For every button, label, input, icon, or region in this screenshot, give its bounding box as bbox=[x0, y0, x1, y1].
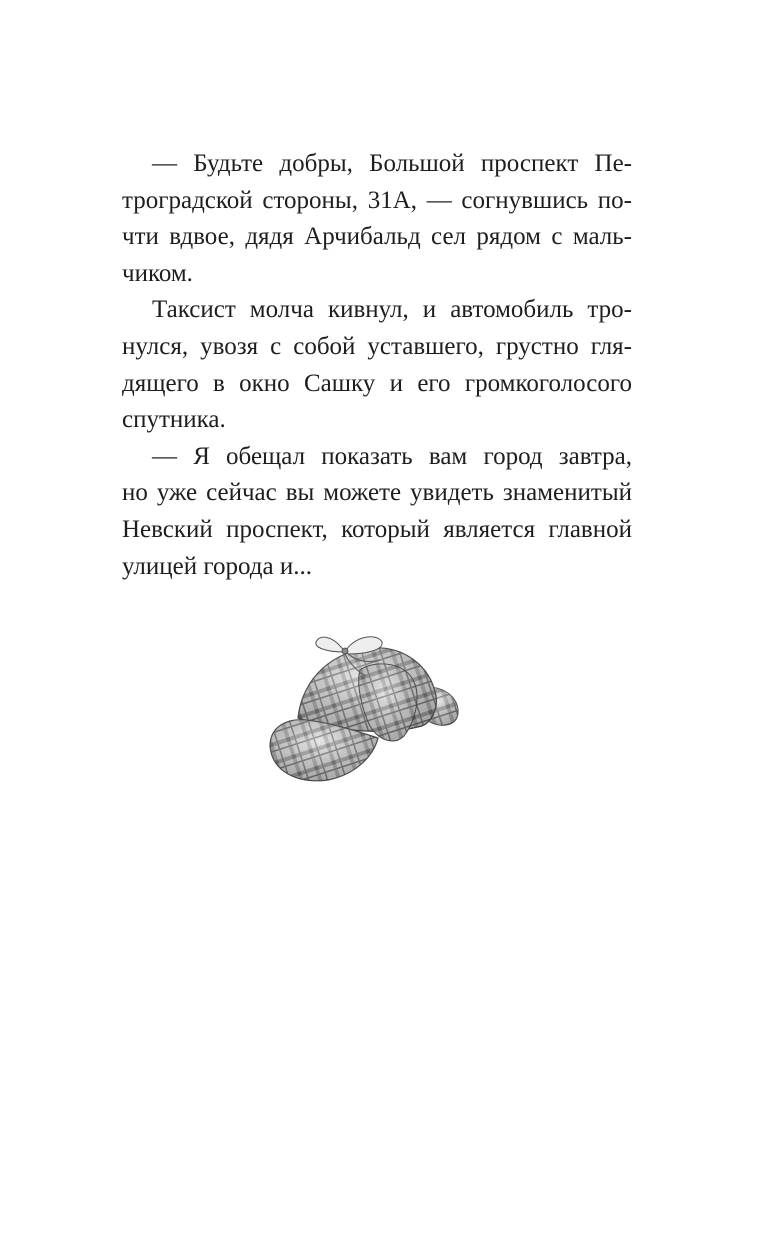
paragraph-2 bbox=[122, 292, 632, 438]
text-line: — Я обещал показать вам город завтра, bbox=[152, 442, 632, 470]
text-line: спутника. bbox=[122, 406, 226, 434]
deerstalker-hat-icon bbox=[262, 626, 466, 786]
text-line: нулся, увозя с собой уставшего, грустно гля- bbox=[122, 332, 632, 360]
paragraph-3 bbox=[122, 439, 632, 585]
body-text bbox=[122, 146, 632, 585]
text-line: чти вдвое, дядя Арчибальд сел рядом с маль- bbox=[122, 223, 632, 251]
paragraph-1 bbox=[122, 146, 632, 292]
text-line: Таксист молча кивнул, и автомобиль тро- bbox=[152, 296, 632, 324]
text-line: улицей города и... bbox=[122, 552, 312, 580]
text-line: Невский проспект, который является главной bbox=[122, 515, 632, 543]
text-line: троградской стороны, 31А, — согнувшись по- bbox=[122, 186, 632, 214]
text-line: дящего в окно Сашку и его громкоголосого bbox=[122, 369, 632, 397]
text-line: но уже сейчас вы можете увидеть знаменитый bbox=[122, 479, 632, 507]
text-line: чиком. bbox=[122, 259, 193, 287]
text-line: — Будьте добры, Большой проспект Пе- bbox=[152, 150, 632, 177]
